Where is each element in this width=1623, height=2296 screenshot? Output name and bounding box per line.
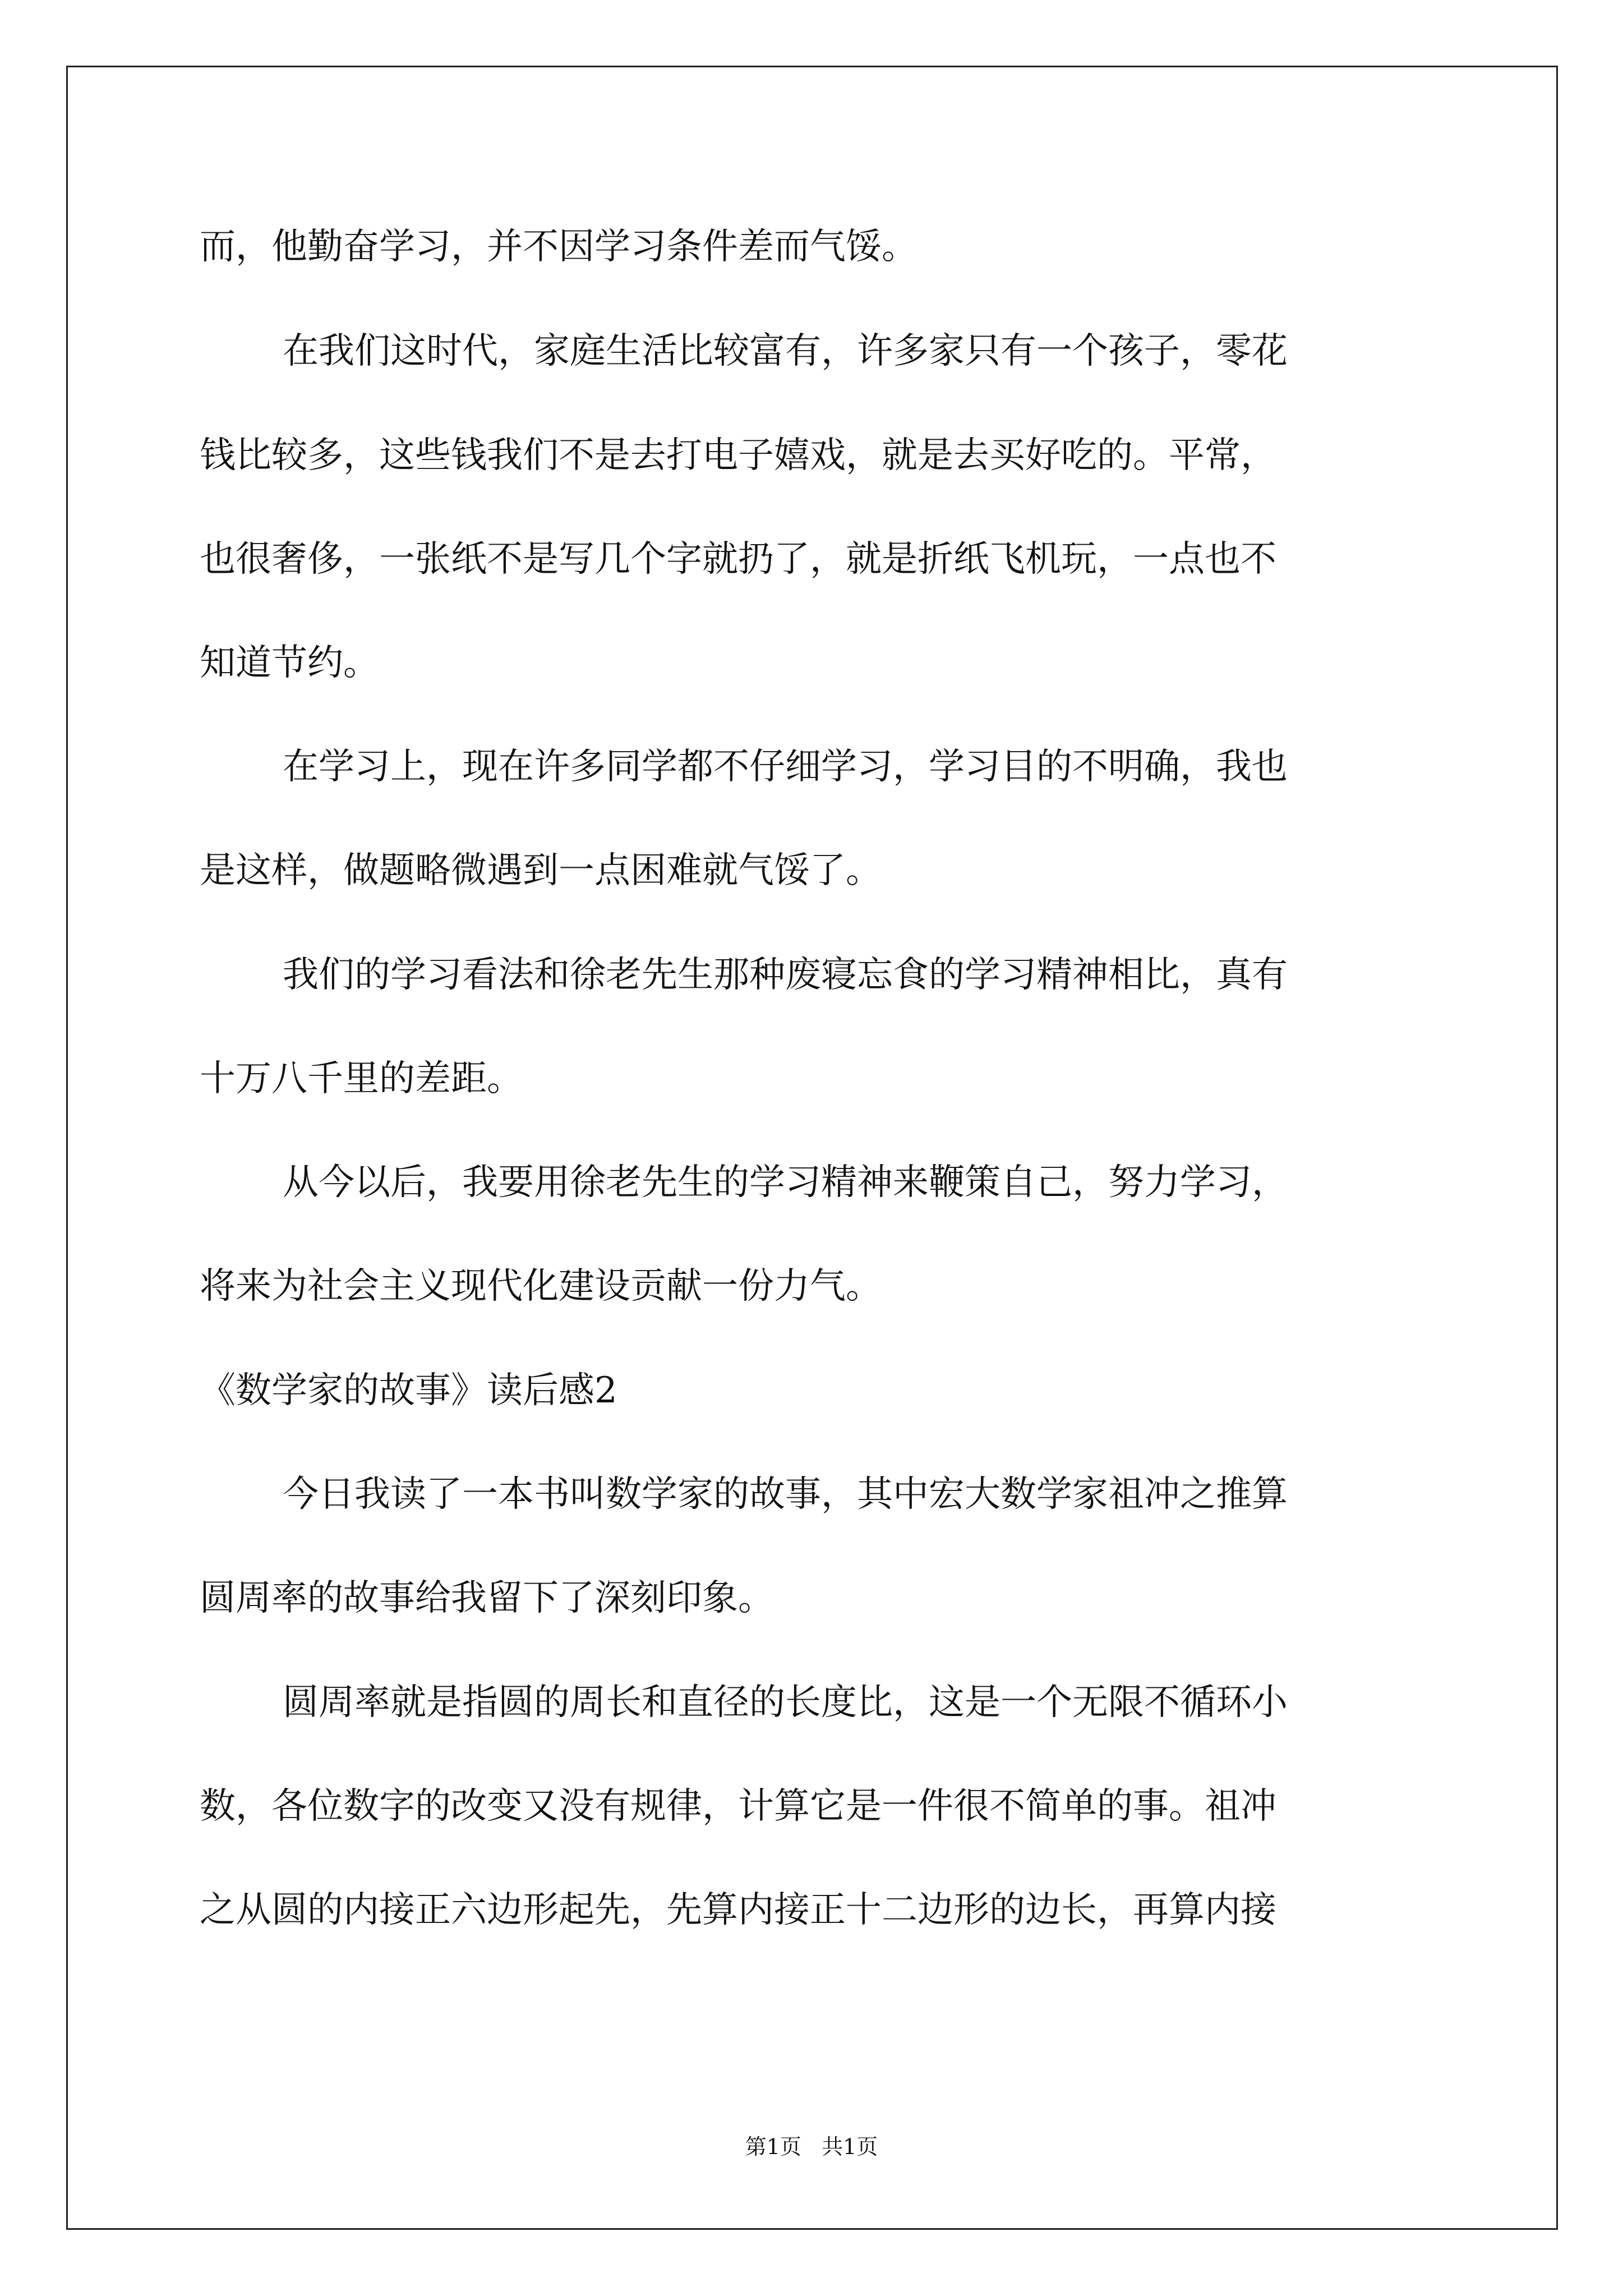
text-line-5: 知道节约。 [200,642,379,684]
text-line-10: 从今以后，我要用徐老先生的学习精神来鞭策自己，努力学习， [283,1162,1288,1203]
text-line-17: 之从圆的内接正六边形起先，先算内接正十二边形的边长，再算内接 [200,1889,1276,1931]
section-heading: 《数学家的故事》读后感2 [200,1370,617,1411]
text-line-3: 钱比较多，这些钱我们不是去打电子嬉戏，就是去买好吃的。平常， [200,435,1276,476]
text-line-9: 十万八千里的差距。 [200,1058,523,1099]
text-line-16: 数，各位数字的改变又没有规律，计算它是一件很不简单的事。祖冲 [200,1786,1276,1827]
text-line-15: 圆周率就是指圆的周长和直径的长度比，这是一个无限不循环小 [283,1682,1288,1723]
text-line-4: 也很奢侈，一张纸不是写几个字就扔了，就是折纸飞机玩，一点也不 [200,539,1276,580]
text-line-6: 在学习上，现在许多同学都不仔细学习，学习目的不明确，我也 [283,746,1288,788]
page-footer: 第1页 共1页 [745,2134,878,2159]
text-line-11: 将来为社会主义现代化建设贡献一份力气。 [200,1266,882,1307]
text-line-2: 在我们这时代，家庭生活比较富有，许多家只有一个孩子，零花 [283,330,1288,372]
text-line-1: 而，他勤奋学习，并不因学习条件差而气馁。 [200,226,917,268]
text-line-14: 圆周率的故事给我留下了深刻印象。 [200,1577,774,1619]
text-line-7: 是这样，做题略微遇到一点困难就气馁了。 [200,850,882,891]
text-line-8: 我们的学习看法和徐老先生那种废寝忘食的学习精神相比，真有 [283,954,1288,996]
text-line-13: 今日我读了一本书叫数学家的故事，其中宏大数学家祖冲之推算 [283,1474,1288,1515]
